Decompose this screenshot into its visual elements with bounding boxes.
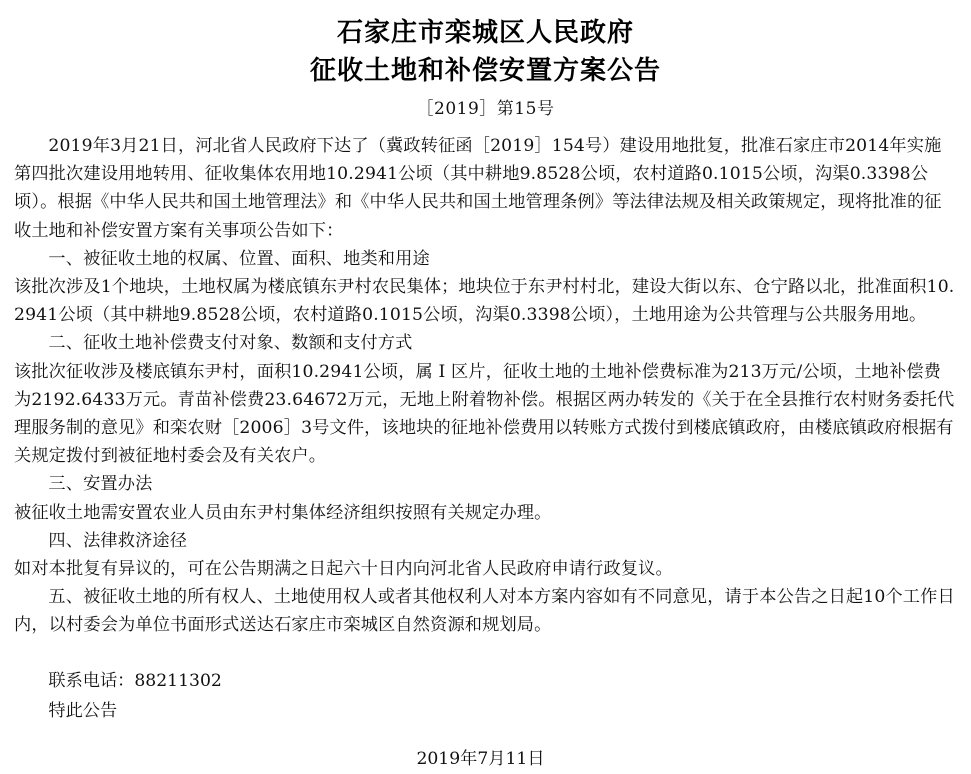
section-3-body: 被征收土地需安置农业人员由东尹村集体经济组织按照有关规定办理。 (14, 502, 552, 523)
page-title-line-1: 石家庄市栾城区人民政府 (336, 18, 634, 48)
section-5: 五、被征收土地的所有权人、土地使用权人或者其他权利人对本方案内容如有不同意见，请于本公告之日起10个工作日内，以村委会为单位书面形式送达石家庄市栾城区自然资源和规划局。 (14, 587, 955, 636)
document-title-block (14, 0, 957, 124)
document-body (14, 132, 957, 640)
section-2-body: 该批次征收涉及楼底镇东尹村，面积10.2941公顷，属 I 区片，征收土地的土地补偿费标准为213万元/公顷，土地补偿费为2192.6433万元。青苗补偿费23.64672万元，无地上附着物补偿。根据区两办转发的《关于在全县推行农村财务委托代理服务制的意见》和栾农财［2006］3号文件，该地块的征地补偿费用以转账方式拨付到楼底镇政府，由楼底镇政府根据有关规定拨付到被征地村委会及有关农户。 (14, 361, 955, 467)
section-2-heading: 二、征收土地补偿费支付对象、数额和支付方式 (48, 333, 413, 354)
paragraph-intro: 2019年3月21日，河北省人民政府下达了（冀政转征函［2019］154号）建设用地批复，批准石家庄市2014年实施第四批次建设用地转用、征收集体农用地10.2941公顷（其中耕地9.8528公顷，农村道路0.1015公顷，沟渠0.3398公顷）。根据《中华人民共和国土地管理法》和《中华人民共和国土地管理条例》等法律法规及相关政策规定，现将批准的征收土地和补偿安置方案有关事项公告如下： (14, 136, 942, 241)
page-title-line-2: 征收土地和补偿安置方案公告 (309, 56, 661, 86)
contact-phone-line: 联系电话：88211302 (48, 670, 222, 691)
section-4-heading: 四、法律救济途径 (48, 530, 188, 551)
section-3-heading: 三、安置办法 (48, 474, 153, 495)
section-4-body: 如对本批复有异议的，可在公告期满之日起六十日内向河北省人民政府申请行政复议。 (14, 559, 673, 580)
section-1-heading: 一、被征收土地的权属、位置、面积、地类和用途 (48, 248, 430, 269)
document-number: ［2019］第15号 (416, 99, 555, 119)
signature-date: 2019年7月11日 (416, 748, 545, 769)
closing-statement: 特此公告 (48, 700, 118, 721)
document-footer (14, 666, 957, 774)
section-1-body: 该批次涉及1个地块，土地权属为楼底镇东尹村农民集体；地块位于东尹村村北，建设大街以东、仓宁路以北，批准面积10.2941公顷（其中耕地9.8528公顷，农村道路0.1015公顷，沟渠0.3398公顷），土地用途为公共管理与公共服务用地。 (14, 277, 955, 326)
